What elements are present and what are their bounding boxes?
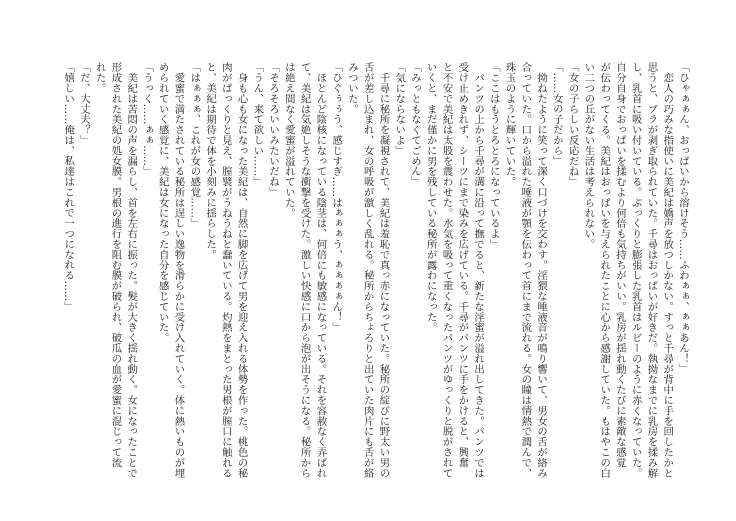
text-line: し、乳首に吸い付いている。ぷっくりと膨張した乳首はルビーのように赤くなっていた。 bbox=[629, 62, 642, 478]
text-line: 形成された美紀の処女膜。男根の進行を阻む膜が破られ、破瓜の血が愛蜜に混じって流 bbox=[109, 62, 122, 468]
text-line: 「……女の子だから」 bbox=[550, 62, 563, 166]
text-line: 愛蜜で満たされている秘所は逞しい逸物を滑らかに受け入れていく。体に熱いものが埋 bbox=[172, 62, 185, 478]
text-line: 「そろそろいいみたいだね」 bbox=[267, 62, 280, 198]
text-line: 「女の子らしい反応だね」 bbox=[566, 62, 579, 187]
text-line: 思うと、ブラが剥ぎ取られていた。千尋はおっぱいが好きだ。執拗なまでに乳房を揉み解 bbox=[645, 62, 658, 478]
text-line: て、美紀は気絶しそうな衝撃を受けた。激しい快感に口から泡が出そうになる。秘所から bbox=[298, 62, 311, 478]
text-line: 身も心も女になった美紀は、自然に脚を広げて男を迎え入れる体勢を作った。桃色の秘 bbox=[235, 62, 248, 478]
text-line: ほとんど陰核になっている陰茎は、何倍にも敏感になっている。それを容赦なく弄ばれ bbox=[314, 62, 327, 478]
text-line: 「はぁぁぁ、これが女の感覚……」 bbox=[188, 62, 201, 229]
text-line: 合っていた。口から溢れた唾液が顎を伝わって首にまで流れる。女の瞳は情熱で潤んで、 bbox=[519, 62, 532, 478]
text-line: 受け止めきれず、シーツにまで染みを広げている。千尋がパンツに手をかけると、興奮 bbox=[456, 62, 469, 468]
text-line: は絶え間なく愛蜜が溢れていた。 bbox=[282, 62, 295, 218]
text-line: 「だ、大丈夫？」 bbox=[77, 62, 90, 146]
text-line: 肉がぱっくりと見え、膣襞がうねうねと蠢いている。灼熱をまとった男根が膣口に触れる bbox=[219, 62, 232, 478]
text-line: 「ひぐぅぅう、感じすぎ……はぁぁぁう、ぁぁぁぁん！」 bbox=[330, 62, 343, 333]
text-line: 「うっく……ぁぁ……」 bbox=[140, 62, 153, 177]
text-line: 舌が差し込まれ、女の呼吸が激しく乱れる。秘所からちょろりと出ていた肉片にも舌が絡 bbox=[361, 62, 374, 478]
text-line: い二つの丘がない生活は考えられない。 bbox=[582, 62, 595, 250]
text-line: 「ここはもうとろとろになっているよ」 bbox=[487, 62, 500, 250]
text-line: 「気にならないよ」 bbox=[393, 62, 406, 156]
text-line: 自分自身でおっぱいを揉むより何倍も気持ちがいい。乳房が揺れ動くたびに素敵な感覚 bbox=[613, 62, 626, 468]
text-line: 珠玉のように輝いていた。 bbox=[503, 62, 516, 187]
text-line: 拗ねたように笑って深く口づけを交わす。淫猥な唾液音が鳴り響いて、男女の舌が絡み bbox=[535, 62, 548, 478]
text-line: と不安で美紀は太股を震わせた。水気を吸って重くなったパンツがゆっくりと脱がされて bbox=[440, 62, 453, 478]
text-line: 千尋に秘所を凝視されて、美紀は羞恥で真っ赤になっていた。秘所の綻びに野太い男の bbox=[377, 62, 390, 478]
text-line: れた。 bbox=[93, 62, 106, 94]
text-line: みついた。 bbox=[345, 62, 358, 114]
text-line: と、美紀は期待で体を小刻みに揺らした。 bbox=[204, 62, 217, 260]
text-line: 「ひゃぁぁん、おっぱいから溶けそう……ふわぁぁ、ぁぁあん！」 bbox=[677, 62, 689, 374]
text-line: が伝わってくる。美紀はおっぱいを与えられたことに心から感謝していた。もはやこの白 bbox=[598, 62, 611, 478]
text-line: 「嬉しい……俺は、私達はこれで一つになれる……」 bbox=[62, 62, 75, 312]
text-line: 恋人の巧みな指使いに美紀は嬌声を放つしかない。すっと千尋が背中に手を回したかと bbox=[661, 62, 674, 478]
vertical-text-block bbox=[59, 62, 690, 502]
text-line: 「みっともなくてごめん」 bbox=[408, 62, 421, 187]
text-line: 「うん、来て欲しい……」 bbox=[251, 62, 264, 187]
text-line: いくと、まだ僅かに男を残している秘所が露わになった。 bbox=[424, 62, 437, 333]
text-line: パンツの上から千尋が溝に沿って撫でると、新たな淫蜜が溢れ出してきた。パンツでは bbox=[472, 62, 485, 478]
text-line: 美紀は苦悶の声を漏らし、首を左右に振った。髪が大きく揺れ動く。女になったことで bbox=[125, 62, 138, 478]
text-line: められていく感覚に、美紀は女になった自分を感じていた。 bbox=[156, 62, 169, 343]
